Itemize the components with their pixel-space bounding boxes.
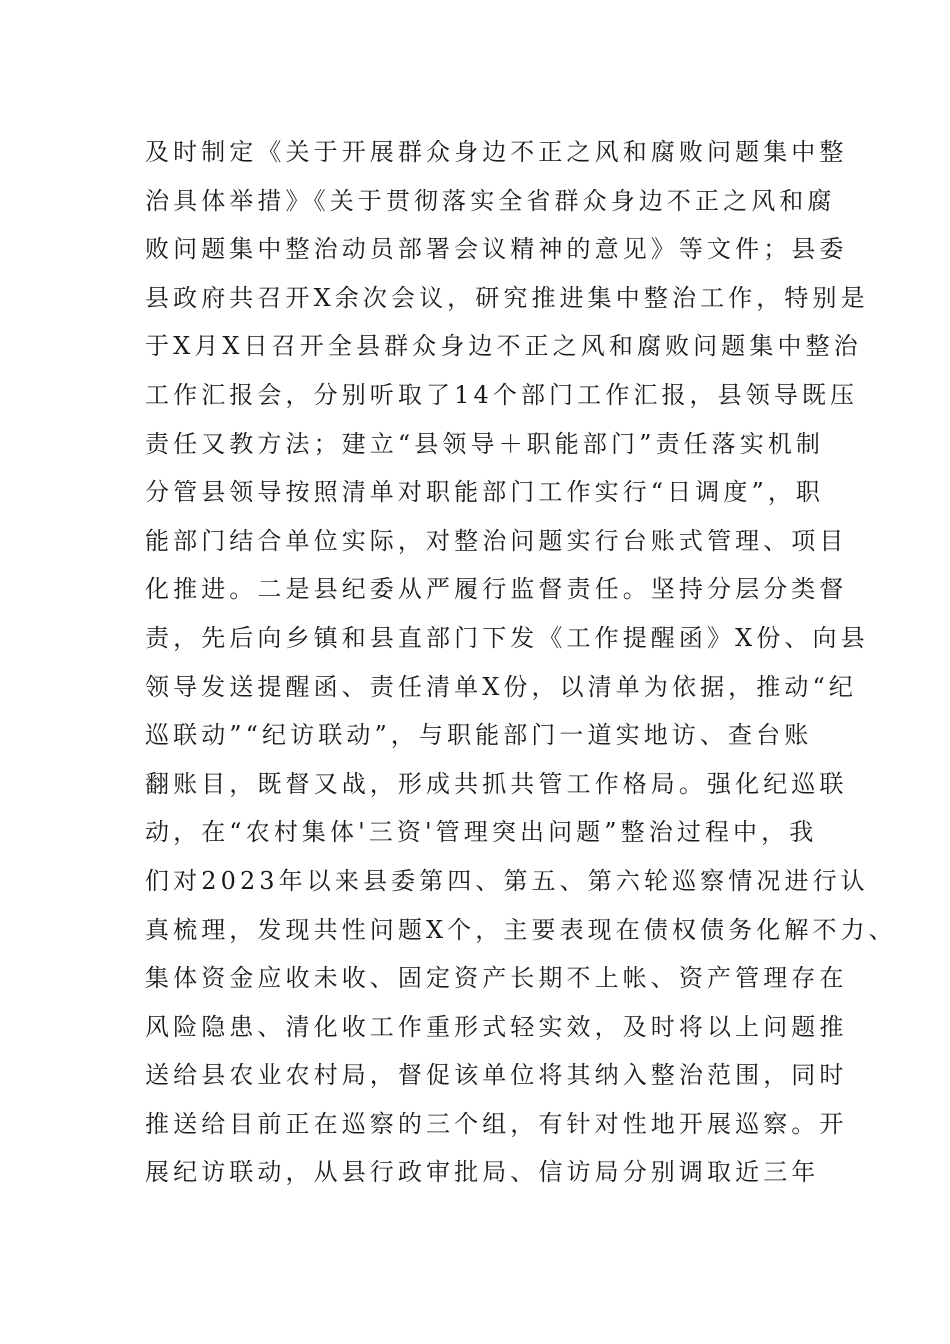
text-line: 于X月X日召开全县群众身边不正之风和腐败问题集中整治: [145, 332, 862, 361]
text-line: 真梳理，发现共性问题X个，主要表现在债权债务化解不力、: [145, 915, 897, 944]
text-line: 治具体举措》《关于贯彻落实全省群众身边不正之风和腐: [145, 186, 836, 215]
text-line: 工作汇报会，分别听取了14个部门工作汇报，县领导既压: [145, 380, 859, 409]
text-line: 集体资金应收未收、固定资产长期不上帐、资产管理存在: [145, 964, 848, 993]
text-line: 责任又教方法；建立“县领导＋职能部门”责任落实机制: [145, 429, 825, 458]
text-line: 化推进。二是县纪委从严履行监督责任。坚持分层分类督: [145, 575, 848, 604]
text-line: 县政府共召开X余次会议，研究推进集中整治工作，特别是: [145, 283, 869, 312]
text-line: 们对2023年以来县委第四、第五、第六轮巡察情况进行认: [145, 866, 869, 895]
body-paragraph: [145, 128, 897, 1197]
text-line: 巡联动”“纪访联动”，与职能部门一道实地访、查台账: [145, 721, 813, 750]
text-line: 翻账目，既督又战，形成共抓共管工作格局。强化纪巡联: [145, 769, 848, 798]
text-line: 及时制定《关于开展群众身边不正之风和腐败问题集中整: [145, 138, 848, 166]
text-line: 推送给目前正在巡察的三个组，有针对性地开展巡察。开: [145, 1109, 848, 1138]
text-line: 分管县领导按照清单对职能部门工作实行“日调度”，职: [145, 478, 825, 507]
text-line: 展纪访联动，从县行政审批局、信访局分别调取近三年: [145, 1158, 820, 1187]
text-line: 能部门结合单位实际，对整治问题实行台账式管理、项目: [145, 526, 848, 555]
text-line: 责，先后向乡镇和县直部门下发《工作提醒函》X份、向县: [145, 623, 869, 652]
text-line: 动，在“农村集体'三资'管理突出问题”整治过程中，我: [145, 818, 818, 847]
text-line: 败问题集中整治动员部署会议精神的意见》等文件；县委: [145, 235, 848, 264]
text-line: 送给县农业农村局，督促该单位将其纳入整治范围，同时: [145, 1061, 848, 1090]
text-line: 风险隐患、清化收工作重形式轻实效，及时将以上问题推: [145, 1012, 848, 1041]
text-line: 领导发送提醒函、责任清单X份，以清单为依据，推动“纪: [145, 672, 857, 701]
